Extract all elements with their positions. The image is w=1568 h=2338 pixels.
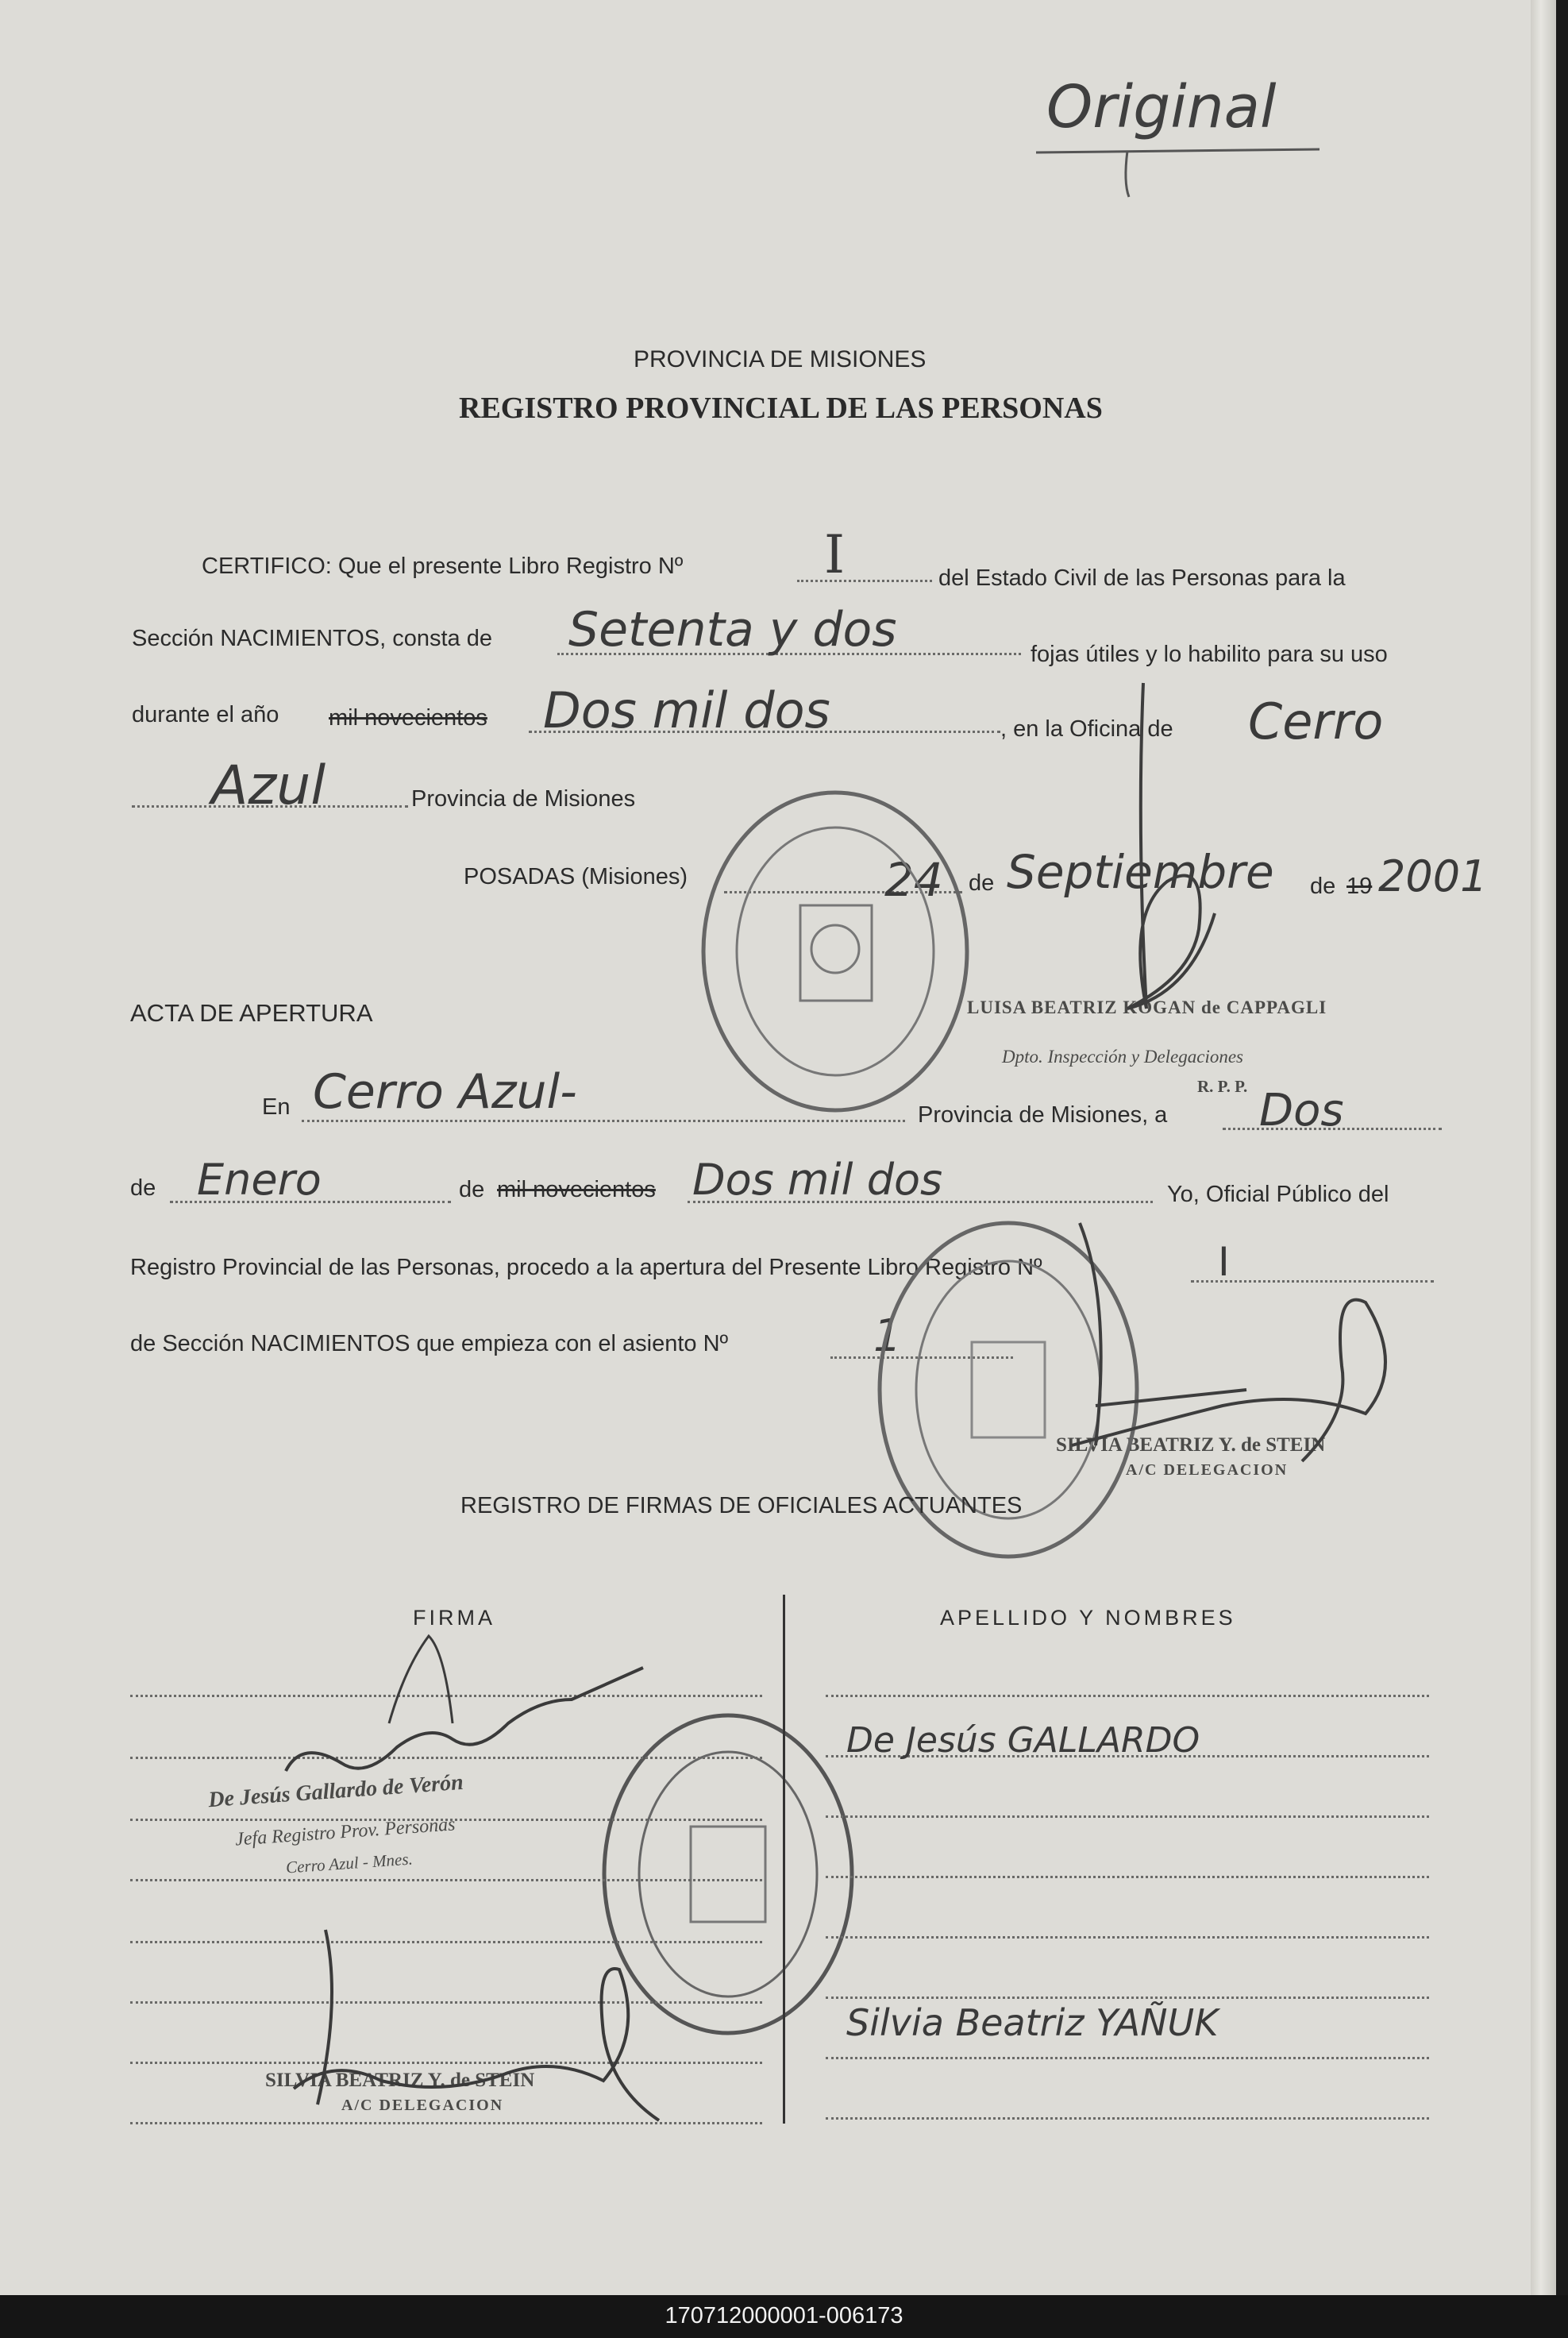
acta-year: Dos mil dos	[692, 1155, 943, 1205]
acta-line1-a: En	[262, 1094, 291, 1120]
col-names-header: APELLIDO Y NOMBRES	[940, 1606, 1236, 1630]
cert-line2-b: fojas útiles y lo habilito para su uso	[1031, 642, 1388, 667]
page-edge	[1531, 0, 1556, 2295]
stamp-luisa-line1: LUISA BEATRIZ KOGAN de CAPPAGLI	[967, 997, 1327, 1017]
officer-name-2: Silvia Beatriz YAÑUK	[846, 2001, 1219, 2044]
cert-day: 24	[884, 853, 943, 907]
acta-year-struck: mil novecientos	[497, 1177, 656, 1202]
cert-line2-a: Sección NACIMIENTOS, consta de	[132, 626, 492, 651]
cert-fojas-count: Setenta y dos	[568, 602, 897, 658]
acta-title: ACTA DE APERTURA	[130, 999, 373, 1027]
signature-stein-top	[1064, 1207, 1413, 1477]
acta-line4-a: de Sección NACIMIENTOS que empieza con el asiento Nº	[130, 1331, 729, 1356]
signatures-title: REGISTRO DE FIRMAS DE OFICIALES ACTUANTES	[460, 1493, 1023, 1518]
officer-stamp2-line2: A/C DELEGACION	[341, 2097, 504, 2114]
officer-stamp2-line1: SILVIA BEATRIZ Y. de STEIN	[265, 2070, 535, 2091]
officer-name-1: De Jesús GALLARDO	[846, 1720, 1200, 1761]
col-firma-header: FIRMA	[413, 1606, 495, 1630]
document-id: 170712000001-006173	[665, 2303, 903, 2328]
acta-day: Dos	[1259, 1085, 1344, 1136]
cert-line4-b: Provincia de Misiones	[411, 786, 636, 812]
cert-year-struck: mil novecientos	[329, 705, 487, 731]
acta-place: Cerro Azul-	[313, 1064, 577, 1120]
cert-line1-dots	[797, 580, 932, 582]
stamp-silvia-line2: A/C DELEGACION	[1126, 1461, 1289, 1479]
acta-line3-a: Registro Provincial de las Personas, procedo a la apertura del Presente Libro Registro Nº	[130, 1255, 1042, 1280]
original-mark: Original	[1046, 73, 1277, 141]
acta-line1-dots	[302, 1120, 905, 1122]
cert-office-hand: Cerro	[1248, 693, 1384, 750]
stamp-silvia-line1: SILVIA BEATRIZ Y. de STEIN	[1056, 1434, 1326, 1456]
officer-stamp1-line3: Cerro Azul - Mnes.	[285, 1849, 414, 1877]
acta-asiento: 1	[873, 1310, 902, 1362]
official-seal-1	[697, 786, 973, 1117]
stamp-luisa-line2: Dpto. Inspección y Delegaciones	[1002, 1047, 1244, 1067]
column-divider	[783, 1595, 785, 2124]
signature-kogan	[1080, 675, 1318, 1120]
signature-gallardo	[270, 1620, 651, 1795]
registry-title: REGISTRO PROVINCIAL DE LAS PERSONAS	[459, 392, 1103, 425]
cert-line3-b: , en la Oficina de	[1000, 716, 1173, 742]
cert-de2: de	[1310, 874, 1336, 899]
acta-line1-b: Provincia de Misiones, a	[918, 1102, 1168, 1128]
signature-stein-bottom	[270, 1922, 699, 2128]
acta-line2-a: de	[130, 1175, 156, 1201]
officer-stamp1-line1: De Jesús Gallardo de Verón	[207, 1769, 464, 1813]
cert-year: 2001	[1378, 851, 1488, 901]
cert-year-hand: Dos mil dos	[543, 681, 830, 739]
acta-month: Enero	[197, 1155, 322, 1205]
cert-month: Septiembre	[1007, 845, 1274, 899]
cert-de: de	[969, 870, 995, 896]
original-underline	[1032, 143, 1326, 206]
acta-line2-b: de	[459, 1177, 485, 1202]
cert-posadas: POSADAS (Misiones)	[464, 864, 688, 889]
cert-office-hand-2: Azul	[211, 754, 326, 817]
acta-line2-c: Yo, Oficial Público del	[1167, 1182, 1389, 1207]
cert-libro-number: I	[824, 524, 846, 585]
officer-stamp1-line2: Jefa Registro Prov. Personas	[234, 1814, 457, 1850]
cert-century-struck: 19	[1346, 874, 1373, 899]
cert-line3-a: durante el año	[132, 702, 279, 727]
cert-line1-b: del Estado Civil de las Personas para la	[938, 565, 1346, 591]
stamp-luisa-line3: R. P. P.	[1197, 1077, 1248, 1096]
cert-line1-a: CERTIFICO: Que el presente Libro Registro Nº	[202, 554, 684, 579]
acta-libro-number: I	[1218, 1239, 1230, 1285]
province-title: PROVINCIA DE MISIONES	[634, 346, 927, 372]
